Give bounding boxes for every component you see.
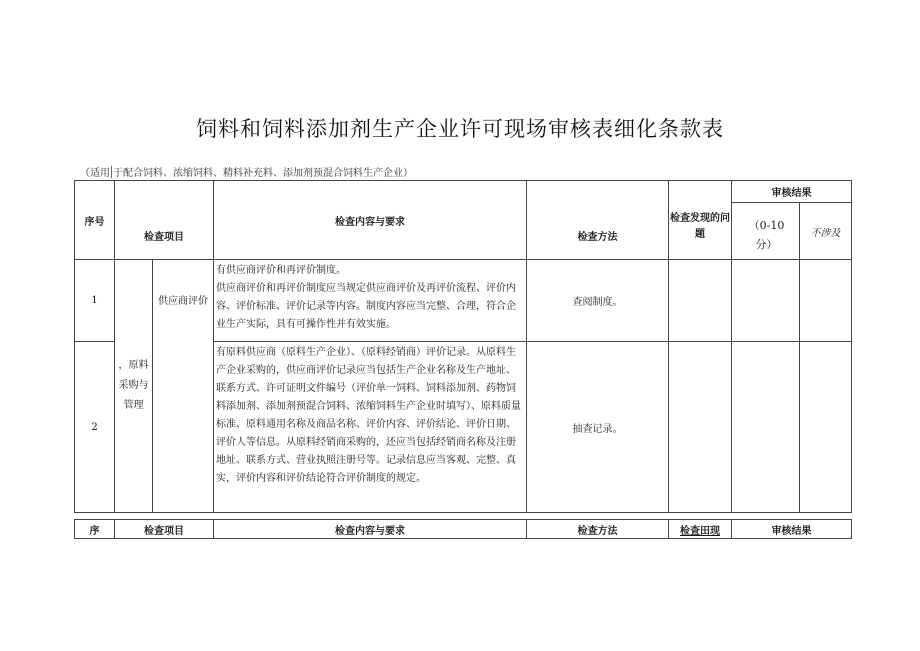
row-requirement	[214, 260, 527, 342]
scope-divider	[111, 166, 112, 178]
row-na-cell[interactable]	[800, 260, 852, 342]
repeat-header-method: 检查方法	[527, 520, 669, 539]
scope-prefix: （适用	[80, 168, 110, 179]
header-score: （0-10分）	[732, 203, 800, 260]
table-row	[75, 260, 852, 342]
row-issues-cell[interactable]	[669, 342, 732, 513]
requirement-line: 有供应商评价和再评价制度。	[216, 265, 346, 276]
scope-note	[80, 164, 413, 179]
row-seq: 1	[75, 260, 115, 342]
row-issues-cell[interactable]	[669, 260, 732, 342]
repeat-header-table	[74, 519, 852, 539]
repeat-header-result: 审核结果	[732, 520, 852, 539]
subcategory-cell: 供应商评价	[153, 260, 214, 513]
row-method: 查阅制度。	[527, 260, 669, 342]
row-na-cell[interactable]	[800, 342, 852, 513]
header-result: 审核结果	[732, 181, 852, 203]
repeat-header-item: 检查项目	[115, 520, 214, 539]
header-issues: 检查发现的问题	[669, 181, 732, 260]
repeat-header-issues: 检查田现	[669, 520, 732, 539]
row-seq: 2	[75, 342, 115, 513]
header-content: 检查内容与要求	[214, 181, 527, 260]
row-score-cell[interactable]	[732, 342, 800, 513]
category-cell: ，原料采购与管理	[115, 260, 153, 513]
header-item: 检查项目	[115, 181, 214, 260]
requirement-line: 有原料供应商（原料生产企业）、（原料经销商）评价记录。从原料生产企业采购的，供应商评价记录应当包括生产企业名称及生产地址、联系方式、许可证明文件编号（评价单一饲料、饲料添加剂、药物饲料添加剂、添加剂预混合饲料、浓缩饲料生产企业时填写）、原料质量标准、原料通用名称及商品名称、评价内容、评价结论、评价日期、评价人等信息。从原料经销商采购的，还应当包括经销商名称及注册地址、联系方式、营业执照注册号等。记录信息应当客观、完整、真实，评价内容和评价结论符合评价制度的规定。	[216, 347, 521, 484]
header-seq: 序号	[75, 181, 115, 260]
scope-text: 于配合饲料、浓缩饲料、精料补充料、添加剂预混合饲料生产企业）	[113, 168, 413, 179]
header-na: 不涉及	[800, 203, 852, 260]
repeat-header-seq: 序	[75, 520, 115, 539]
row-method: 抽查记录。	[527, 342, 669, 513]
row-requirement	[214, 342, 527, 513]
header-method: 检查方法	[527, 181, 669, 260]
document-title: 饲料和饲料添加剂生产企业许可现场审核表细化条款表	[196, 117, 724, 141]
requirement-line: 供应商评价和再评价制度应当规定供应商评价及再评价流程、评价内容、评价标准、评价记录等内容。制度内容应当完整、合理，符合企业生产实际，具有可操作性并有效实施。	[216, 283, 516, 330]
row-score-cell[interactable]	[732, 260, 800, 342]
audit-table	[74, 180, 852, 513]
repeat-header-content: 检查内容与要求	[214, 520, 527, 539]
